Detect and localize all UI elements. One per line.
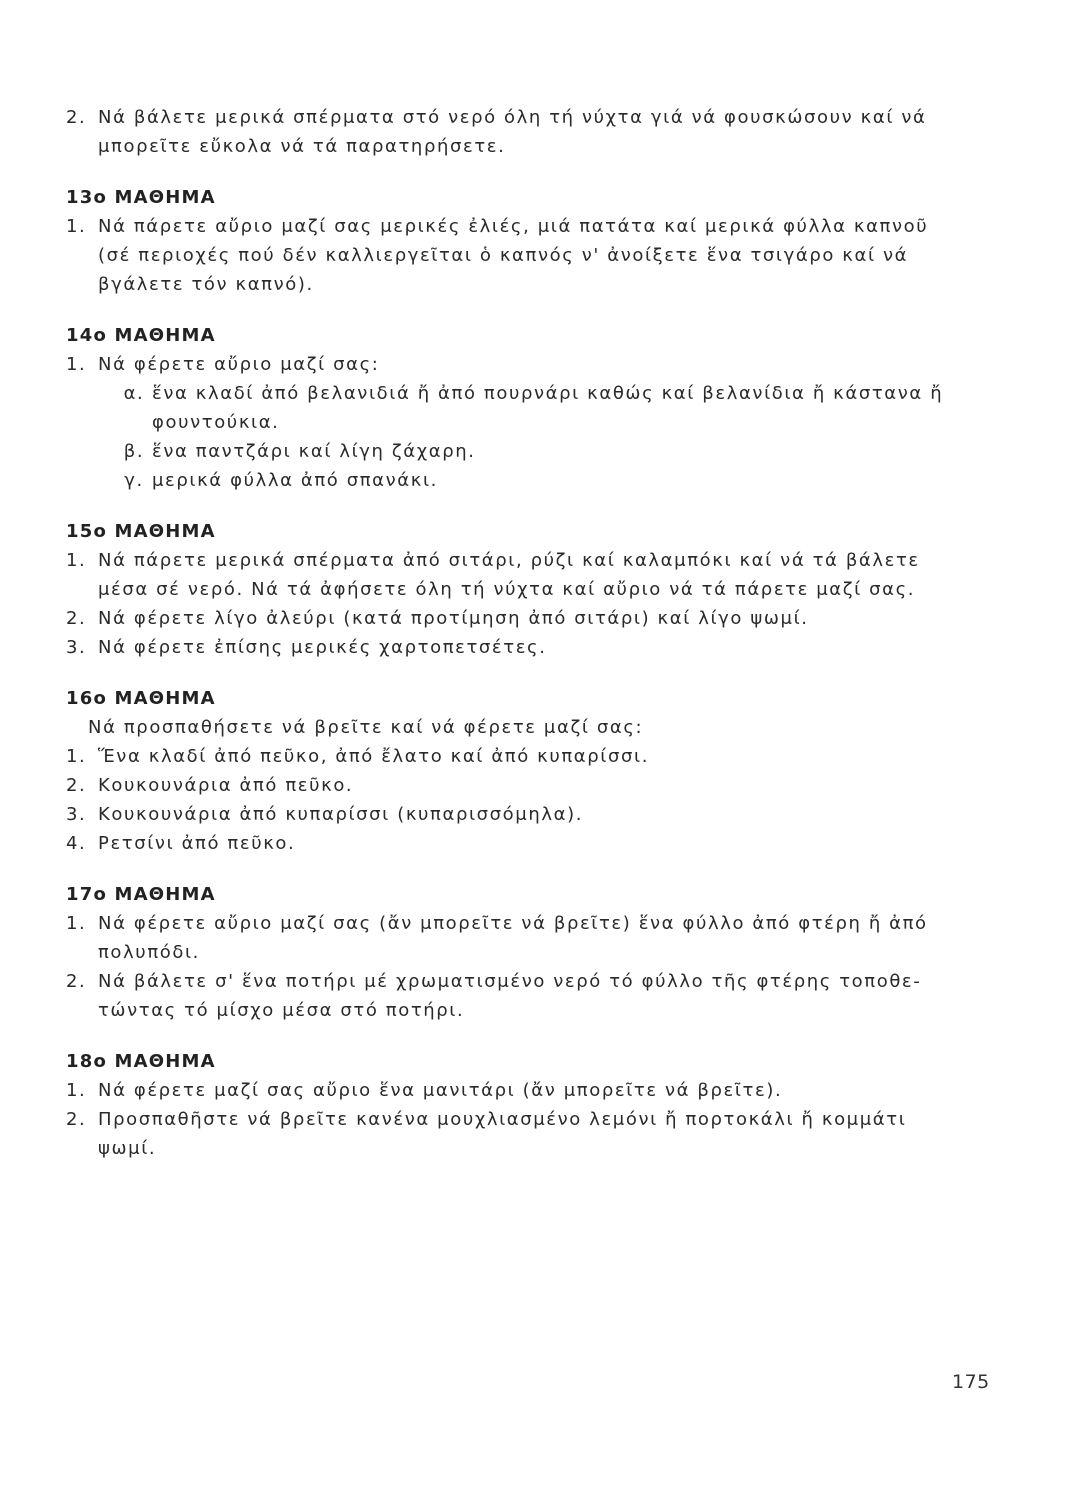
- lesson-17-heading: 17ο ΜΑΘΗΜΑ: [66, 884, 216, 905]
- sub-item-text: ἕνα κλαδί ἀπό βελανιδιά ἤ ἀπό πουρνάρι καθώς καί βελανίδια ἤ κάστανα ἤ: [152, 383, 944, 404]
- sub-item-label: γ.: [124, 470, 144, 491]
- lesson-15-section: [66, 517, 1011, 662]
- sub-item-text: ἕνα παντζάρι καί λίγη ζάχαρη.: [152, 441, 476, 462]
- item-text-continuation: πολυπόδι.: [98, 942, 200, 963]
- lesson-15-heading: 15ο ΜΑΘΗΜΑ: [66, 521, 216, 542]
- lesson-13-heading: 13ο ΜΑΘΗΜΑ: [66, 187, 216, 208]
- lesson-14-section: [66, 321, 1011, 495]
- item-number: 1.: [66, 1080, 87, 1101]
- list-item: [66, 909, 1011, 938]
- item-number: 2.: [66, 1109, 87, 1130]
- item-number: 1.: [66, 216, 87, 237]
- item-text: Νά φέρετε αὔριο μαζί σας (ἄν μπορεῖτε νά βρεῖτε) ἕνα φύλλο ἀπό φτέρη ἤ ἀπό: [98, 913, 928, 934]
- item-text: Προσπαθῆστε νά βρεῖτε κανένα μουχλιασμένο λεμόνι ἤ πορτοκάλι ἤ κομμάτι: [98, 1109, 907, 1130]
- item-number: 1.: [66, 354, 87, 375]
- item-text-continuation: τώντας τό μίσχο μέσα στό ποτήρι.: [98, 1000, 465, 1021]
- item-text-continuation: μέσα σέ νερό. Νά τά ἀφήσετε όλη τή νύχτα καί αὔριο νά τά πάρετε μαζί σας.: [98, 579, 916, 600]
- list-item: [66, 829, 1011, 858]
- item-text-continuation: ψωμί.: [98, 1138, 157, 1159]
- list-item: [66, 546, 1011, 575]
- item-number: 3.: [66, 804, 87, 825]
- item-text: Κουκουνάρια ἀπό πεῦκο.: [98, 775, 354, 796]
- item-text: Ἕνα κλαδί ἀπό πεῦκο, ἀπό ἔλατο καί ἀπό κυπαρίσσι.: [98, 746, 650, 767]
- item-number: 2.: [66, 775, 87, 796]
- list-item: [66, 350, 1011, 379]
- list-item: [66, 742, 1011, 771]
- list-item: [66, 633, 1011, 662]
- item-text: Νά βάλετε μερικά σπέρματα στό νερό όλη τή νύχτα γιά νά φουσκώσουν καί νά: [98, 107, 927, 128]
- item-text-continuation: μπορεῖτε εὔκολα νά τά παρατηρήσετε.: [98, 136, 506, 157]
- lesson-18-section: [66, 1047, 1011, 1163]
- lesson-14-heading: 14ο ΜΑΘΗΜΑ: [66, 325, 216, 346]
- item-number: 1.: [66, 913, 87, 934]
- lesson-18-heading: 18ο ΜΑΘΗΜΑ: [66, 1051, 216, 1072]
- sub-item-c: [66, 466, 1011, 495]
- list-item: [66, 604, 1011, 633]
- item-text: Νά βάλετε σ' ἕνα ποτήρι μέ χρωματισμένο νερό τό φύλλο τῆς φτέρης τοποθε-: [98, 971, 922, 992]
- item-number: 1.: [66, 550, 87, 571]
- lesson-17-section: [66, 880, 1011, 1025]
- list-item: [66, 800, 1011, 829]
- list-item: [66, 1105, 1011, 1134]
- item-text: Νά φέρετε αὔριο μαζί σας:: [98, 354, 380, 375]
- lesson-16-heading: 16ο ΜΑΘΗΜΑ: [66, 688, 216, 709]
- item-number: 2.: [66, 971, 87, 992]
- item-text: Νά φέρετε λίγο ἀλεύρι (κατά προτίμηση ἀπό σιτάρι) καί λίγο ψωμί.: [98, 608, 809, 629]
- item-text: Ρετσίνι ἀπό πεῦκο.: [98, 833, 296, 854]
- intro-list-item-2: [66, 103, 1011, 132]
- item-number: 4.: [66, 833, 87, 854]
- item-text: Νά φέρετε μαζί σας αὔριο ἕνα μανιτάρι (ἄν μπορεῖτε νά βρεῖτε).: [98, 1080, 783, 1101]
- sub-item-text: μερικά φύλλα ἀπό σπανάκι.: [152, 470, 438, 491]
- sub-item-a: [66, 379, 1011, 408]
- list-item: [66, 212, 1011, 241]
- lesson-intro-text: Νά προσπαθήσετε νά βρεῖτε καί νά φέρετε μαζί σας:: [88, 717, 644, 738]
- sub-item-b: [66, 437, 1011, 466]
- lesson-13-section: [66, 183, 1011, 299]
- item-text: Νά πάρετε μερικά σπέρματα ἀπό σιτάρι, ρύζι καί καλαμπόκι καί νά τά βάλετε: [98, 550, 920, 571]
- lesson-16-section: [66, 684, 1011, 858]
- item-text-continuation: (σέ περιοχές πού δέν καλλιεργεῖται ὁ καπνός ν' ἀνοίξετε ἕνα τσιγάρο καί νά: [98, 245, 909, 266]
- item-number: 2.: [66, 107, 87, 128]
- sub-item-label: β.: [123, 441, 145, 462]
- item-number: 1.: [66, 746, 87, 767]
- item-text-continuation: βγάλετε τόν καπνό).: [98, 274, 314, 295]
- item-text: Νά φέρετε ἐπίσης μερικές χαρτοπετσέτες.: [98, 637, 547, 658]
- item-text: Νά πάρετε αὔριο μαζί σας μερικές ἐλιές, μιά πατάτα καί μερικά φύλλα καπνοῦ: [98, 216, 929, 237]
- sub-item-label: α.: [123, 383, 145, 404]
- page-number: 175: [952, 1371, 990, 1393]
- list-item: [66, 967, 1011, 996]
- list-item: [66, 771, 1011, 800]
- item-text: Κουκουνάρια ἀπό κυπαρίσσι (κυπαρισσόμηλα).: [98, 804, 584, 825]
- list-item: [66, 1076, 1011, 1105]
- item-number: 3.: [66, 637, 87, 658]
- page-content: [66, 103, 1011, 1163]
- item-number: 2.: [66, 608, 87, 629]
- sub-item-text-continuation: φουντούκια.: [152, 412, 280, 433]
